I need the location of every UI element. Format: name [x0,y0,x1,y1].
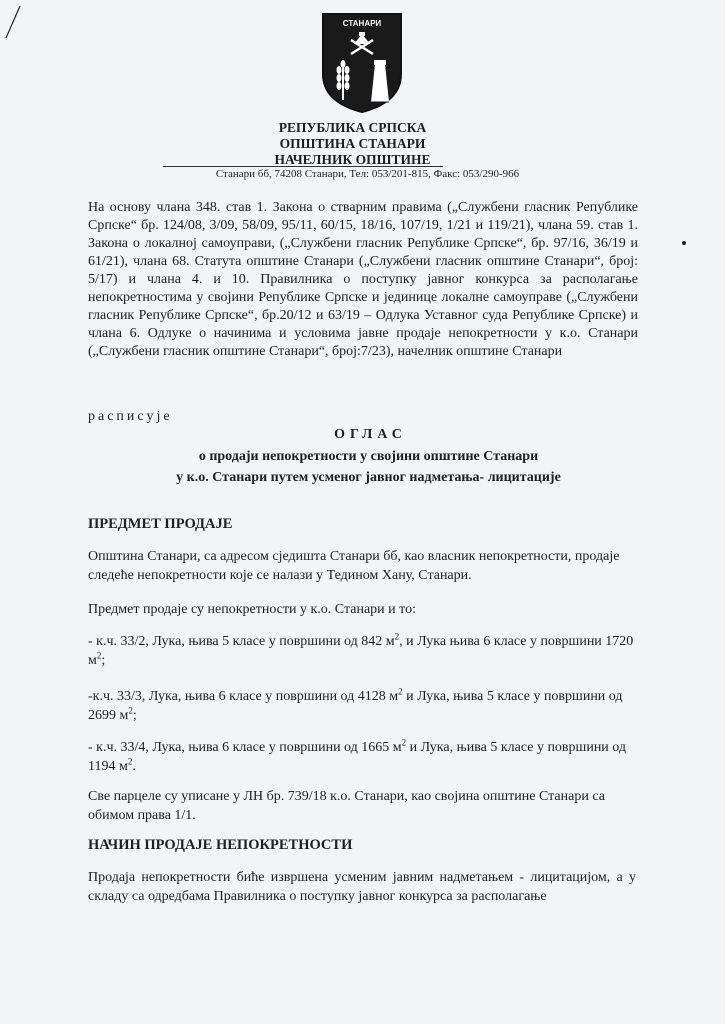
document-title: ОГЛАС [334,427,407,442]
intro-paragraph: На основу члана 348. став 1. Закона о стварним правима („Службени гласник Републике Српске“ бр. 124/08, 3/09, 58/09, 95/11, 60/15, 18/16, 107/19, 1/21 и 119/21), члана 59. став 1. Закона о локалној самоуправи, („Службени гласник Републике Српске“, бр. 97/16, 36/19 и 61/21), члана 68. Статута општине Станари („Службени гласник општине Станари“, број: 5/17) и члана 4. и 10. Правилника о поступку јавног конкурса за располагање непокретностима у својини Републике Српске и јединице локалне самоуправе („Службени гласник Републике Српске“, бр.20/12 и 63/19 – Одлука Уставног суда Републике Српске) и члана 6. Одлуке о начинима и условима јавне продаје непокретности у к.о. Станари („Службени гласник општине Станари“, број:7/23), начелник општине Станари [88,200,638,359]
header-divider [163,166,443,167]
parcel-item-3: - к.ч. 33/4, Лука, њива 6 класе у површини од 1665 $м^2$ и Лука, њива 5 класе у површини од 1194 $м^2$. [88,737,627,774]
contact-line: Станари бб, 74208 Станари, Тел: 053/201-815, Факс: 053/290-966 [215,168,520,180]
pen-mark [0,0,40,45]
ink-dot [682,241,686,245]
section-heading-method: НАЧИН ПРОДАЈЕ НЕПОКРЕТНОСТИ [88,837,353,853]
parcel-item-2: -к.ч. 33/3, Лука, њива 6 класе у површини од 4128 $м^2$ и Лука, њива 5 класе у површини од 2699 $м^2$; [88,686,623,723]
subject-intro: Предмет продаје су непокретности у к.о. Станари и то: [88,602,416,617]
parcel-item-1: - к.ч. 33/2, Лука, њива 5 класе у површини од 842 $м^2$, и Лука њива 6 класе у површини 1720 $м^2$; [88,631,634,668]
header-republic: РЕПУБЛИКА СРПСКА [278,120,427,135]
method-paragraph: Продаја непокретности биће извршена усменим јавним надметањем - лицитацијом, а у складу са одредбама Правилника о поступку јавног конкурса за располагање [88,870,636,904]
header-mayor: НАЧЕЛНИК ОПШТИНЕ [274,152,431,167]
seller-paragraph: Општина Станари, са адресом сједишта Станари бб, као власник непокретности, продаје следеће непокретности које се налази у Тедином Хану, Станари. [88,549,620,583]
document-subtitle-1: о продаји непокретности у својини општине Станари [198,449,539,464]
header-municipality: ОПШТИНА СТАНАРИ [279,136,426,151]
announces-word: расписује [88,409,173,424]
registry-paragraph: Све парцеле су уписане у ЛН бр. 739/18 к.о. Станари, као својина општине Станари са обимом права 1/1. [88,789,605,823]
municipality-crest [321,12,403,114]
section-heading-subject: ПРЕДМЕТ ПРОДАЈЕ [88,516,233,532]
svg-text:СТАНАРИ: СТАНАРИ [342,19,382,28]
document-subtitle-2: у к.о. Станари путем усменог јавног надметања- лицитације [176,470,561,485]
